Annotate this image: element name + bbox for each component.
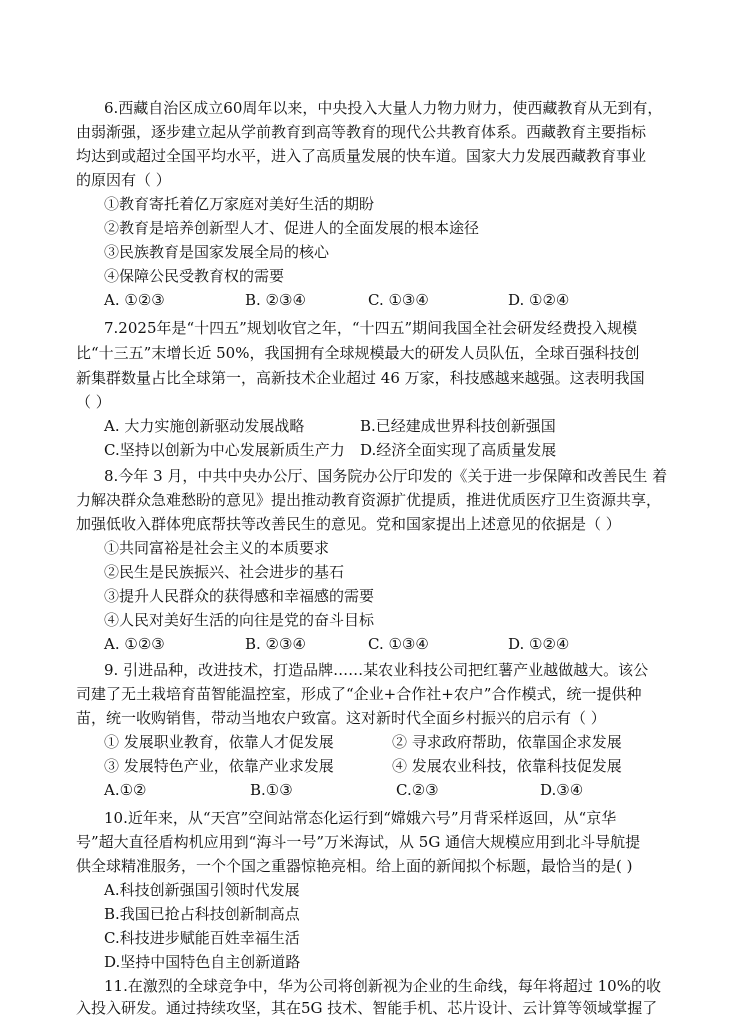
q9-option-c[interactable]: C.②③ <box>396 781 439 799</box>
q11-stem-line-1: 11.在激烈的全球竞争中，华为公司将创新视为企业的生命线，每年将超过 10%的收 <box>104 977 661 995</box>
q6-item-1: ①教育寄托着亿万家庭对美好生活的期盼 <box>104 195 375 213</box>
q8-item-3: ③提升人民群众的获得感和幸福感的需要 <box>104 587 375 605</box>
q7-stem-line-4: （ ） <box>76 393 111 411</box>
q8-stem-line-1: 8.今年 3 月，中共中央办公厅、国务院办公厅印发的《关于进一步保障和改善民生 着 <box>104 467 668 485</box>
q8-option-a[interactable]: A. ①②③ <box>104 635 165 653</box>
q6-option-a[interactable]: A. ①②③ <box>104 291 165 309</box>
q10-stem-line-3: 供全球精准服务，一个个国之重器惊艳亮相。给上面的新闻拟个标题，最恰当的是( ) <box>76 857 633 875</box>
q7-stem-line-3: 新集群数量占比全球第一，高新技术企业超过 46 万家，科技感越来越强。这表明我国 <box>76 369 645 387</box>
q7-option-d[interactable]: D.经济全面实现了高质量发展 <box>360 441 557 459</box>
q8-stem-line-2: 力解决群众急难愁盼的意见》提出推动教育资源扩优提质，推进优质医疗卫生资源共享， <box>76 491 662 509</box>
q10-option-d[interactable]: D.坚持中国特色自主创新道路 <box>104 953 301 971</box>
q8-item-1: ①共同富裕是社会主义的本质要求 <box>104 539 330 557</box>
q10-option-c[interactable]: C.科技进步赋能百姓幸福生活 <box>104 929 300 947</box>
q9-stem-line-1: 9. 引进品种，改进技术，打造品牌……某农业科技公司把红薯产业越做越大。该公 <box>104 661 649 679</box>
q8-option-b[interactable]: B. ②③④ <box>245 635 306 653</box>
q10-stem-line-2: 号”超大直径盾构机应用到“海斗一号”万米海试，从 5G 通信大规模应用到北斗导航提 <box>76 833 641 851</box>
q6-item-3: ③民族教育是国家发展全局的核心 <box>104 243 330 261</box>
q6-item-4: ④保障公民受教育权的需要 <box>104 267 285 285</box>
q6-option-b[interactable]: B. ②③④ <box>245 291 306 309</box>
q6-stem-line-1: 6.西藏自治区成立60周年以来，中央投入大量人力物力财力，使西藏教育从无到有， <box>104 99 663 117</box>
q8-item-2: ②民生是民族振兴、社会进步的基石 <box>104 563 345 581</box>
q9-item-2: ② 寻求政府帮助，依靠国企求发展 <box>392 733 622 751</box>
q6-stem-line-3: 均达到或超过全国平均水平，进入了高质量发展的快车道。国家大力发展西藏教育事业 <box>76 147 647 165</box>
q8-option-c[interactable]: C. ①③④ <box>368 635 429 653</box>
q9-stem-line-3: 苗，统一收购销售，带动当地农户致富。这对新时代全面乡村振兴的启示有（ ） <box>76 709 606 727</box>
q6-item-2: ②教育是培养创新型人才、促进人的全面发展的根本途径 <box>104 219 480 237</box>
q7-stem-line-2: 比“十三五”末增长近 50%，我国拥有全球规模最大的研发人员队伍，全球百强科技创 <box>76 344 640 362</box>
q9-option-a[interactable]: A.①② <box>104 781 147 799</box>
q7-stem-line-1: 7.2025年是“十四五”规划收官之年，“十四五”期间我国全社会研发经费投入规模 <box>104 319 638 337</box>
q10-stem-line-1: 10.近年来，从“天宫”空间站常态化运行到“嫦娥六号”月背采样返回，从“京华 <box>104 809 617 827</box>
q6-stem-line-4: 的原因有（ ） <box>76 171 171 189</box>
q10-option-a[interactable]: A.科技创新强国引领时代发展 <box>104 881 300 899</box>
q9-item-1: ① 发展职业教育，依靠人才促发展 <box>104 733 334 751</box>
q8-stem-line-3: 加强低收入群体兜底帮扶等改善民生的意见。党和国家提出上述意见的依据是（ ） <box>76 515 621 533</box>
q9-options <box>0 780 732 800</box>
q9-item-4: ④ 发展农业科技，依靠科技促发展 <box>392 757 622 775</box>
q7-option-b[interactable]: B.已经建成世界科技创新强国 <box>360 417 556 435</box>
q9-option-b[interactable]: B.①③ <box>250 781 293 799</box>
q6-options <box>0 290 732 310</box>
q6-stem-line-2: 由弱渐强，逐步建立起从学前教育到高等教育的现代公共教育体系。西藏教育主要指标 <box>76 123 647 141</box>
q7-option-a[interactable]: A. 大力实施创新驱动发展战略 <box>104 417 305 435</box>
q8-options <box>0 634 732 654</box>
q10-option-b[interactable]: B.我国已抢占科技创新制高点 <box>104 905 300 923</box>
q9-option-d[interactable]: D.③④ <box>540 781 584 799</box>
q6-option-d[interactable]: D. ①②④ <box>508 291 570 309</box>
q9-item-3: ③ 发展特色产业，依靠产业求发展 <box>104 757 334 775</box>
q9-stem-line-2: 司建了无土栽培育苗智能温控室，形成了“企业+合作社+农户”合作模式，统一提供种 <box>76 685 642 703</box>
q8-item-4: ④人民对美好生活的向往是党的奋斗目标 <box>104 611 375 629</box>
q7-option-c[interactable]: C.坚持以创新为中心发展新质生产力 <box>104 441 345 459</box>
q6-option-c[interactable]: C. ①③④ <box>368 291 429 309</box>
q11-stem-line-2: 入投入研发。通过持续攻坚，其在5G 技术、智能手机、芯片设计、云计算等领域掌握了 <box>76 999 658 1017</box>
q8-option-d[interactable]: D. ①②④ <box>508 635 570 653</box>
